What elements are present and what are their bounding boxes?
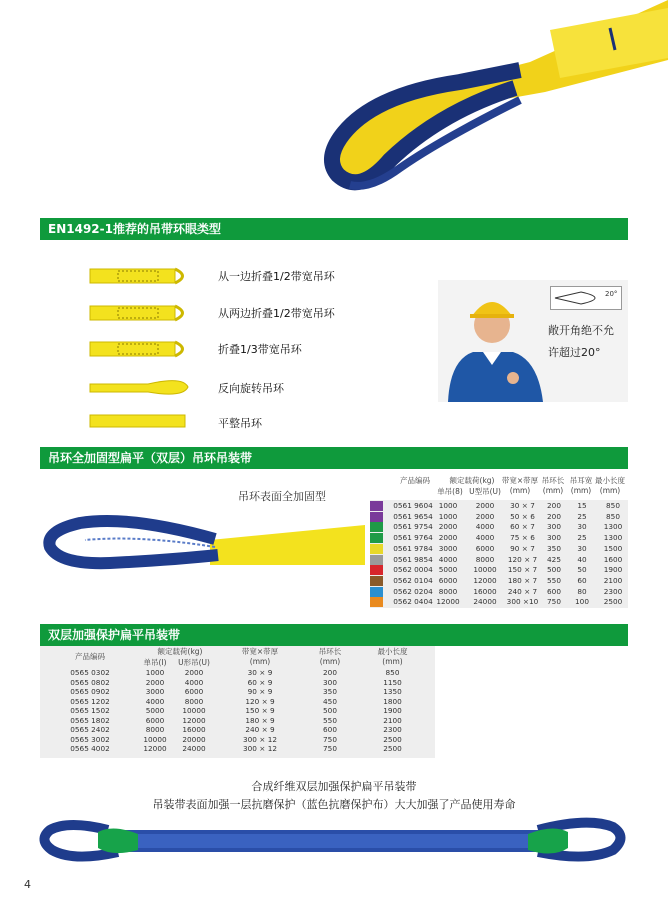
s2-hdr-minlen: 最小长度 xyxy=(595,476,625,485)
color-swatch xyxy=(370,533,383,543)
warning-panel xyxy=(438,280,628,402)
table-cell: 8000 xyxy=(475,554,495,564)
table-cell: 500 xyxy=(547,565,561,575)
table-cell: 425 xyxy=(547,554,561,564)
table-cell: 500 xyxy=(323,706,337,715)
table-cell: 1300 xyxy=(603,533,623,543)
eye-type-1-illustration xyxy=(88,265,193,287)
bottom-caption-line1: 合成纤维双层加强保护扁平吊装带 xyxy=(251,780,417,793)
s3-hdr-eye: 吊环长 xyxy=(318,647,342,656)
table-cell: 120 × 7 xyxy=(507,554,538,564)
table-cell: 30 × 9 xyxy=(247,668,273,677)
table-cell: 0561 9604 xyxy=(393,501,433,510)
color-swatch xyxy=(370,576,383,586)
table-cell: 550 xyxy=(547,575,561,585)
eye-type-1-label: 从一边折叠1/2带宽吊环 xyxy=(218,270,335,283)
angle-diagram xyxy=(550,286,622,310)
s3-hdr-load-sub1: 单吊(I) xyxy=(143,658,167,667)
table-cell: 3000 xyxy=(145,687,165,696)
table-cell: 0561 9754 xyxy=(393,522,433,532)
warning-text-line1: 敞开角绝不允 xyxy=(548,324,614,337)
s2-hdr-load-sub2: U型吊(U) xyxy=(469,487,501,496)
table-cell: 2000 xyxy=(475,511,495,521)
table-cell: 300 xyxy=(547,533,561,543)
table-cell: 50 × 6 xyxy=(510,511,535,521)
table-cell: 180 × 9 xyxy=(245,715,275,725)
s3-hdr-eye-unit: (mm) xyxy=(319,657,341,666)
table-cell: 8000 xyxy=(438,586,458,596)
section3-title-bar: 双层加强保护扁平吊装带 xyxy=(40,624,628,646)
table-cell: 25 xyxy=(577,533,587,543)
table-cell: 1150 xyxy=(383,677,402,687)
table-cell: 2000 xyxy=(475,501,495,510)
color-swatch xyxy=(370,501,383,511)
table-cell: 2500 xyxy=(603,597,623,607)
table-cell: 80 xyxy=(577,586,587,596)
page-number: 4 xyxy=(24,878,31,891)
s2-hdr-ear: 吊耳宽 xyxy=(569,476,593,485)
bottom-caption-line2: 吊装带表面加强一层抗磨保护（蓝色抗磨保护布）大大加强了产品使用寿命 xyxy=(152,798,516,811)
table-cell: 100 xyxy=(575,597,589,607)
table-cell: 150 × 7 xyxy=(507,565,538,575)
s3-hdr-minlen-unit: (mm) xyxy=(382,657,403,666)
table-cell: 4000 xyxy=(438,554,458,564)
table-cell: 30 × 7 xyxy=(510,501,535,510)
table-cell: 1600 xyxy=(603,554,623,564)
table-cell: 750 xyxy=(547,597,561,607)
table-cell: 8000 xyxy=(145,725,165,734)
color-swatch xyxy=(370,597,383,607)
table-cell: 5000 xyxy=(145,706,165,715)
table-cell: 180 × 7 xyxy=(507,575,538,585)
table-cell: 0565 3002 xyxy=(70,734,110,744)
table-cell: 1900 xyxy=(383,706,402,715)
color-swatch xyxy=(370,565,383,575)
eye-type-3-label: 折叠1/3带宽吊环 xyxy=(218,343,302,356)
table-cell: 300 × 12 xyxy=(243,734,277,744)
table-cell: 4000 xyxy=(475,533,495,543)
table-cell: 8000 xyxy=(184,696,204,706)
table-cell: 24000 xyxy=(182,744,206,753)
table-cell: 200 xyxy=(323,668,337,677)
table-cell: 1000 xyxy=(438,501,458,510)
table-cell: 2300 xyxy=(383,725,402,734)
table-cell: 1900 xyxy=(603,565,623,575)
s2-hdr-load-sub1: 单吊(8) xyxy=(437,487,463,496)
table-cell: 0562 0204 xyxy=(393,586,433,596)
table-cell: 4000 xyxy=(184,677,204,687)
table-cell: 40 xyxy=(577,554,587,564)
table-cell: 1800 xyxy=(383,696,402,706)
table-cell: 16000 xyxy=(182,725,206,734)
worker-illustration xyxy=(438,280,548,402)
table-cell: 2100 xyxy=(383,715,402,725)
s3-hdr-minlen: 最小长度 xyxy=(377,647,408,656)
table-cell: 12000 xyxy=(473,575,497,585)
table-cell: 60 xyxy=(577,575,587,585)
table-cell: 10000 xyxy=(473,565,497,575)
table-cell: 2100 xyxy=(603,575,623,585)
table-cell: 6000 xyxy=(145,715,165,725)
table-cell: 6000 xyxy=(438,575,458,585)
table-cell: 24000 xyxy=(473,597,497,607)
eye-type-2-label: 从两边折叠1/2带宽吊环 xyxy=(218,307,335,320)
table-cell: 1000 xyxy=(438,511,458,521)
eye-type-5-illustration xyxy=(88,411,193,431)
table-cell: 550 xyxy=(323,715,337,725)
table-cell: 600 xyxy=(323,725,337,734)
table-cell: 850 xyxy=(606,501,620,510)
table-cell: 850 xyxy=(606,511,620,521)
table-cell: 90 × 7 xyxy=(510,543,535,553)
table-cell: 450 xyxy=(323,696,337,706)
table-cell: 5000 xyxy=(438,565,458,575)
table-cell: 15 xyxy=(577,501,587,510)
table-cell: 0565 0302 xyxy=(70,668,110,677)
table-cell: 1000 xyxy=(145,668,165,677)
s3-hdr-load-sub2: U形吊(U) xyxy=(178,658,210,667)
color-swatch xyxy=(370,544,383,554)
eye-type-5-label: 平整吊环 xyxy=(218,417,262,430)
table-cell: 1350 xyxy=(383,687,402,696)
s2-hdr-eye: 吊环长 xyxy=(541,476,565,485)
top-sling-illustration xyxy=(320,0,668,205)
table-cell: 10000 xyxy=(182,706,206,715)
table-cell: 2000 xyxy=(145,677,165,687)
table-cell: 0565 1802 xyxy=(70,715,110,725)
table-cell: 300 xyxy=(323,677,337,687)
table-cell: 60 × 7 xyxy=(510,522,535,532)
table-cell: 0561 9764 xyxy=(393,533,433,543)
table-cell: 12000 xyxy=(143,744,167,753)
color-swatch xyxy=(370,512,383,522)
table-cell: 6000 xyxy=(184,687,204,696)
table-cell: 30 xyxy=(577,522,587,532)
table-cell: 350 xyxy=(323,687,337,696)
table-cell: 350 xyxy=(547,543,561,553)
table-cell: 2500 xyxy=(383,734,402,744)
warning-line2-prefix: 许超过 xyxy=(548,346,581,359)
eye-type-3-illustration xyxy=(88,338,193,360)
table-cell: 0562 0404 xyxy=(393,597,433,607)
table-cell: 0561 9784 xyxy=(393,543,433,553)
color-swatch xyxy=(370,587,383,597)
table-cell: 10000 xyxy=(143,734,167,744)
table-cell: 0565 0802 xyxy=(70,677,110,687)
s2-hdr-code: 产品编码 xyxy=(400,476,430,485)
table-cell: 30 xyxy=(577,543,587,553)
table-cell: 2000 xyxy=(184,668,204,677)
table-cell: 12000 xyxy=(436,597,460,607)
table-cell: 4000 xyxy=(475,522,495,532)
table-cell: 2300 xyxy=(603,586,623,596)
table-cell: 300 xyxy=(547,522,561,532)
table-cell: 0561 9854 xyxy=(393,554,433,564)
table-cell: 200 xyxy=(547,511,561,521)
s2-hdr-eye-unit: (mm) xyxy=(542,486,564,495)
table-cell: 0562 0004 xyxy=(393,565,433,575)
table-cell: 120 × 9 xyxy=(245,696,275,706)
table-cell: 25 xyxy=(577,511,587,521)
s3-hdr-width-unit: (mm) xyxy=(249,657,271,666)
table-cell: 0565 2402 xyxy=(70,725,110,734)
table-cell: 60 × 9 xyxy=(247,677,273,687)
angle-icon xyxy=(551,287,621,309)
table-cell: 0561 9654 xyxy=(393,511,433,521)
bottom-sling-illustration xyxy=(38,812,628,870)
table-cell: 6000 xyxy=(475,543,495,553)
table-cell: 4000 xyxy=(145,696,165,706)
s3-hdr-width: 带宽×带厚 xyxy=(241,647,279,656)
table-cell: 0562 0104 xyxy=(393,575,433,585)
color-swatch xyxy=(370,522,383,532)
table-cell: 3000 xyxy=(438,543,458,553)
table-cell: 12000 xyxy=(182,715,206,725)
table-cell: 1300 xyxy=(603,522,623,532)
table-cell: 850 xyxy=(385,668,400,677)
table-cell: 1500 xyxy=(603,543,623,553)
eye-type-2-illustration xyxy=(88,302,193,324)
table-cell: 200 xyxy=(547,501,561,510)
table-cell: 0565 4002 xyxy=(70,744,110,753)
s2-hdr-width: 带宽×带厚 xyxy=(501,476,539,485)
section2-caption: 吊环表面全加固型 xyxy=(238,490,326,503)
svg-text:20°: 20° xyxy=(605,290,618,298)
table-cell: 240 × 7 xyxy=(507,586,538,596)
s2-hdr-load: 额定载荷(kg) xyxy=(449,476,495,485)
table-cell: 2000 xyxy=(438,533,458,543)
table-cell: 20000 xyxy=(182,734,206,744)
table-cell: 2000 xyxy=(438,522,458,532)
s3-hdr-code: 产品编码 xyxy=(75,652,105,661)
color-swatch xyxy=(370,555,383,565)
s3-hdr-load: 额定载荷(kg) xyxy=(157,647,203,656)
table-cell: 750 xyxy=(323,734,337,744)
section2-sling-illustration xyxy=(40,495,365,580)
table-cell: 600 xyxy=(547,586,561,596)
section2-title-bar: 吊环全加固型扁平（双层）吊环吊装带 xyxy=(40,447,628,469)
section1-title-bar: EN1492-1推荐的吊带环眼类型 xyxy=(40,218,628,240)
table-cell: 16000 xyxy=(473,586,497,596)
table-cell: 750 xyxy=(323,744,337,753)
s2-hdr-ear-unit: (mm) xyxy=(570,486,592,495)
s2-hdr-width-unit: (mm) xyxy=(509,486,531,495)
table-cell: 240 × 9 xyxy=(245,725,275,734)
table-cell: 300 ×10 xyxy=(506,597,539,607)
s2-hdr-minlen-unit: (mm) xyxy=(599,486,621,495)
eye-type-4-illustration xyxy=(88,376,193,398)
table-cell: 0565 1502 xyxy=(70,706,110,715)
table-cell: 75 × 6 xyxy=(510,533,535,543)
warning-line2-value: 20° xyxy=(581,346,601,359)
table-cell: 2500 xyxy=(383,744,402,753)
table-cell: 0565 0902 xyxy=(70,687,110,696)
table-cell: 150 × 9 xyxy=(245,706,275,715)
warning-text-line2 xyxy=(548,344,601,360)
table-cell: 300 × 12 xyxy=(243,744,277,753)
table-cell: 0565 1202 xyxy=(70,696,110,706)
eye-type-4-label: 反向旋转吊环 xyxy=(218,382,284,395)
table-cell: 50 xyxy=(577,565,587,575)
table-cell: 90 × 9 xyxy=(247,687,273,696)
